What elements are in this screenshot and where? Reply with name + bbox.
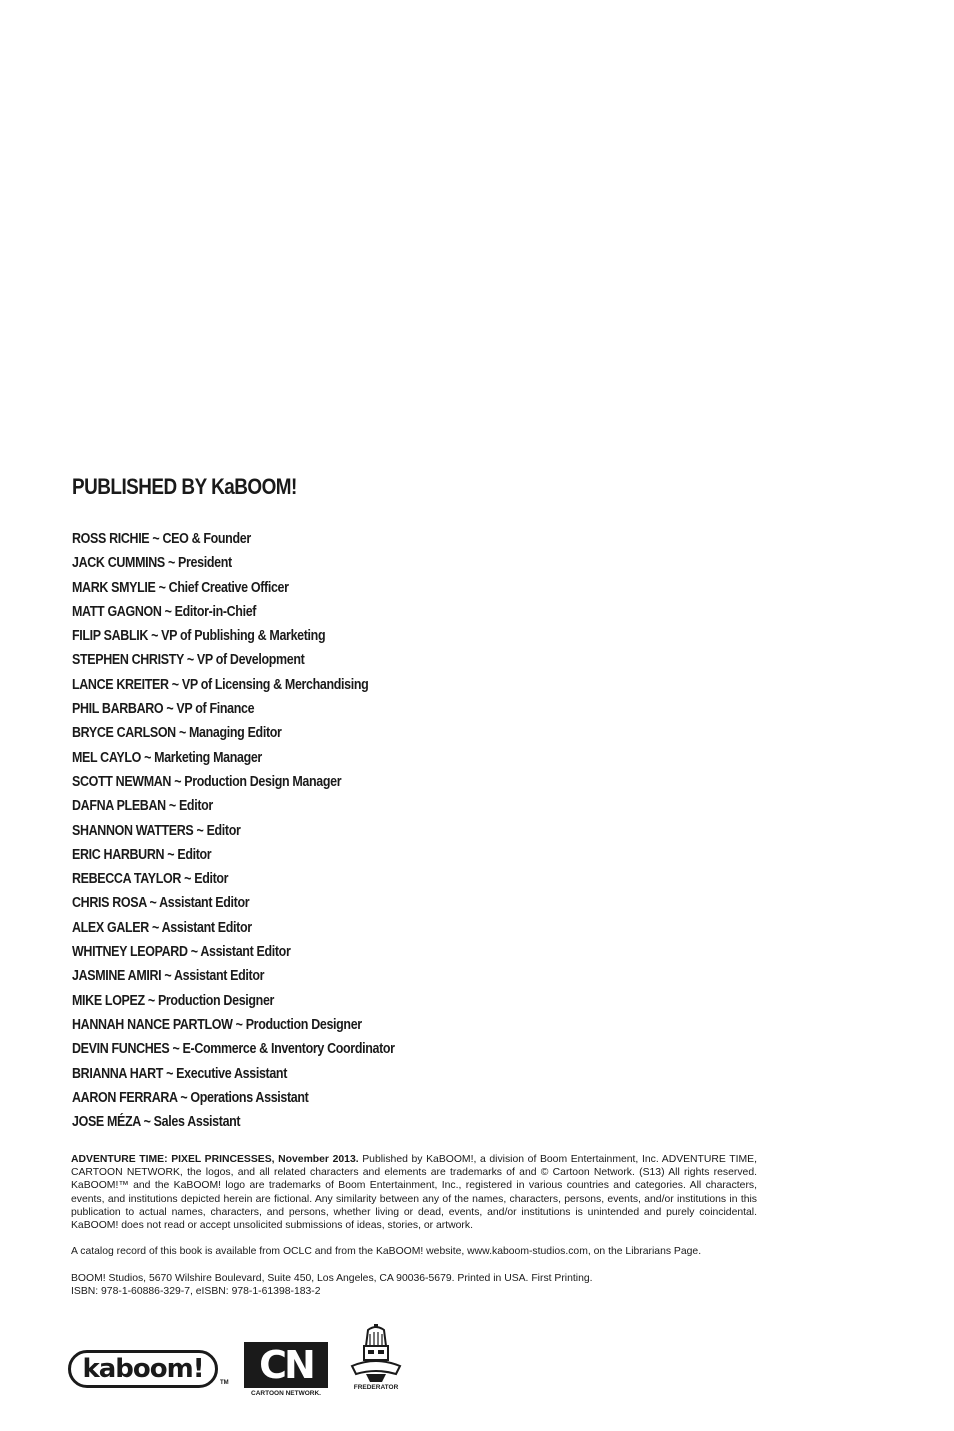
publisher-heading: PUBLISHED BY KaBOOM!: [72, 474, 297, 499]
staff-item: MIKE LOPEZ ~ Production Designer: [72, 992, 275, 1009]
staff-item: MARK SMYLIE ~ Chief Creative Officer: [72, 579, 289, 596]
frederator-label: FREDERATOR: [353, 1384, 399, 1391]
staff-item: BRYCE CARLSON ~ Managing Editor: [72, 725, 282, 742]
staff-item: MEL CAYLO ~ Marketing Manager: [72, 749, 262, 766]
address-line: BOOM! Studios, 5670 Wilshire Boulevard, Suite 450, Los Angeles, CA 90036-5679. Printed in USA. First Printing.: [71, 1273, 593, 1284]
cartoon-network-logo: [244, 1342, 328, 1398]
publisher-address: [71, 1272, 593, 1298]
staff-item: JOSE MÉZA ~ Sales Assistant: [72, 1114, 241, 1131]
kaboom-logo: [68, 1350, 229, 1394]
isbn-line: ISBN: 978-1-60886-329-7, eISBN: 978-1-61398-183-2: [71, 1286, 321, 1298]
cn-label: CARTOON NETWORK.: [251, 1390, 321, 1397]
staff-item: FILIP SABLIK ~ VP of Publishing & Marketing: [72, 628, 326, 645]
staff-item: STEPHEN CHRISTY ~ VP of Development: [72, 652, 305, 669]
staff-item: WHITNEY LEOPARD ~ Assistant Editor: [72, 944, 291, 961]
staff-item: DAFNA PLEBAN ~ Editor: [72, 798, 213, 815]
staff-item: REBECCA TAYLOR ~ Editor: [72, 871, 229, 888]
staff-item: PHIL BARBARO ~ VP of Finance: [72, 701, 255, 718]
catalog-note: A catalog record of this book is available from OCLC and from the KaBOOM! website, www.kaboom-studios.com, on the Librarians Page.: [71, 1246, 702, 1257]
legal-notice-lead: ADVENTURE TIME: PIXEL PRINCESSES, November 2013.: [71, 1154, 359, 1165]
staff-item: ERIC HARBURN ~ Editor: [72, 846, 212, 863]
staff-item: AARON FERRARA ~ Operations Assistant: [72, 1089, 309, 1106]
staff-item: ROSS RICHIE ~ CEO & Founder: [72, 531, 251, 547]
staff-item: CHRIS ROSA ~ Assistant Editor: [72, 895, 250, 912]
legal-notice-body: Published by KaBOOM!, a division of Boom Entertainment, Inc. ADVENTURE TIME, CARTOON NETWORK, the logos, and all related characters and elements are trademarks of and © Cartoon Network. (S13) All rights reserved. KaBOOM!™ and the KaBOOM! logo are trademarks of Boom Entertainment, Inc., registered in various countries and categories. All characters, events, and institutions depicted herein are fictional. Any similarity between any of the names, characters, persons, events, and/or institutions in this publication to actual names, characters, and persons, whether living or dead, events, and/or institutions is unintended and purely coincidental. KaBOOM! does not read or accept unsolicited submissions of ideas, stories, or artwork.: [71, 1154, 757, 1232]
kaboom-trademark: TM: [220, 1380, 229, 1386]
cn-mark: CN: [244, 1342, 328, 1388]
staff-item: LANCE KREITER ~ VP of Licensing & Merchandising: [72, 676, 369, 693]
staff-item: SHANNON WATTERS ~ Editor: [72, 822, 241, 839]
staff-item: JACK CUMMINS ~ President: [72, 555, 232, 572]
staff-item: SCOTT NEWMAN ~ Production Design Manager: [72, 773, 342, 790]
staff-item: BRIANNA HART ~ Executive Assistant: [72, 1065, 288, 1082]
staff-item: MATT GAGNON ~ Editor-in-Chief: [72, 603, 257, 620]
staff-item: ALEX GALER ~ Assistant Editor: [72, 919, 252, 936]
logo-row: [68, 1322, 428, 1402]
kaboom-wordmark: kaboom!: [68, 1350, 218, 1388]
frederator-logo: [348, 1322, 404, 1394]
staff-item: DEVIN FUNCHES ~ E-Commerce & Inventory Coordinator: [72, 1041, 395, 1058]
frederator-robot-icon: [348, 1322, 404, 1384]
staff-item: JASMINE AMIRI ~ Assistant Editor: [72, 968, 265, 985]
legal-notice: [71, 1153, 757, 1232]
staff-item: HANNAH NANCE PARTLOW ~ Production Designer: [72, 1016, 362, 1033]
staff-list: [72, 529, 447, 1136]
